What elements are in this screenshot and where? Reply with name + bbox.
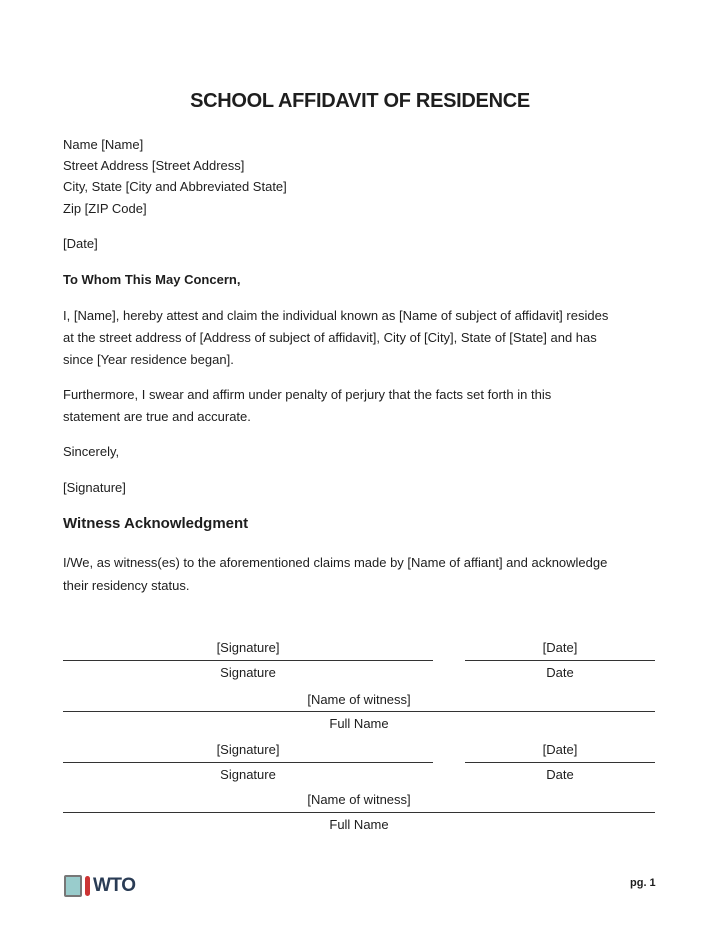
person-icon	[85, 876, 90, 896]
full-name-label: Full Name	[329, 716, 389, 731]
date-label: Date	[546, 767, 574, 782]
document-icon	[64, 875, 82, 897]
para2-line: Furthermore, I swear and affirm under penalty of perjury that the facts set forth in this	[63, 387, 552, 402]
letter-date: [Date]	[63, 236, 98, 251]
signature-line	[63, 660, 433, 661]
para1-line: at the street address of [Address of subject of affidavit], City of [City], State of [State] and has	[63, 330, 597, 345]
witness-heading: Witness Acknowledgment	[63, 515, 249, 532]
witness-name-value: [Name of witness]	[307, 692, 411, 707]
page-number: pg. 1	[630, 877, 656, 889]
witness-para-line: their residency status.	[63, 578, 190, 593]
witness-signature-value: [Signature]	[216, 640, 280, 655]
address-city-state: City, State [City and Abbreviated State]	[63, 179, 287, 194]
witness-date-value: [Date]	[542, 742, 578, 757]
witness-signature-value: [Signature]	[216, 742, 280, 757]
wto-logo	[64, 875, 135, 897]
date-label: Date	[546, 665, 574, 680]
document-title: SCHOOL AFFIDAVIT OF RESIDENCE	[190, 90, 530, 112]
name-line	[63, 711, 655, 712]
logo-text: WTO	[93, 875, 136, 896]
address-street: Street Address [Street Address]	[63, 158, 245, 173]
date-line	[465, 660, 655, 661]
salutation: To Whom This May Concern,	[63, 272, 241, 287]
witness-date-value: [Date]	[542, 640, 578, 655]
name-line	[63, 812, 655, 813]
para2-line: statement are true and accurate.	[63, 409, 251, 424]
address-zip: Zip [ZIP Code]	[63, 201, 147, 216]
para1-line: since [Year residence began].	[63, 352, 234, 367]
closing: Sincerely,	[63, 444, 120, 459]
affiant-signature: [Signature]	[63, 480, 126, 495]
signature-label: Signature	[220, 665, 276, 680]
address-name: Name [Name]	[63, 137, 144, 152]
full-name-label: Full Name	[329, 817, 389, 832]
para1-line: I, [Name], hereby attest and claim the individual known as [Name of subject of affidavit] resides	[63, 308, 609, 323]
witness-name-value: [Name of witness]	[307, 792, 411, 807]
date-line	[465, 762, 655, 763]
signature-label: Signature	[220, 767, 276, 782]
witness-para-line: I/We, as witness(es) to the aforementioned claims made by [Name of affiant] and acknowledge	[63, 555, 608, 570]
signature-line	[63, 762, 433, 763]
